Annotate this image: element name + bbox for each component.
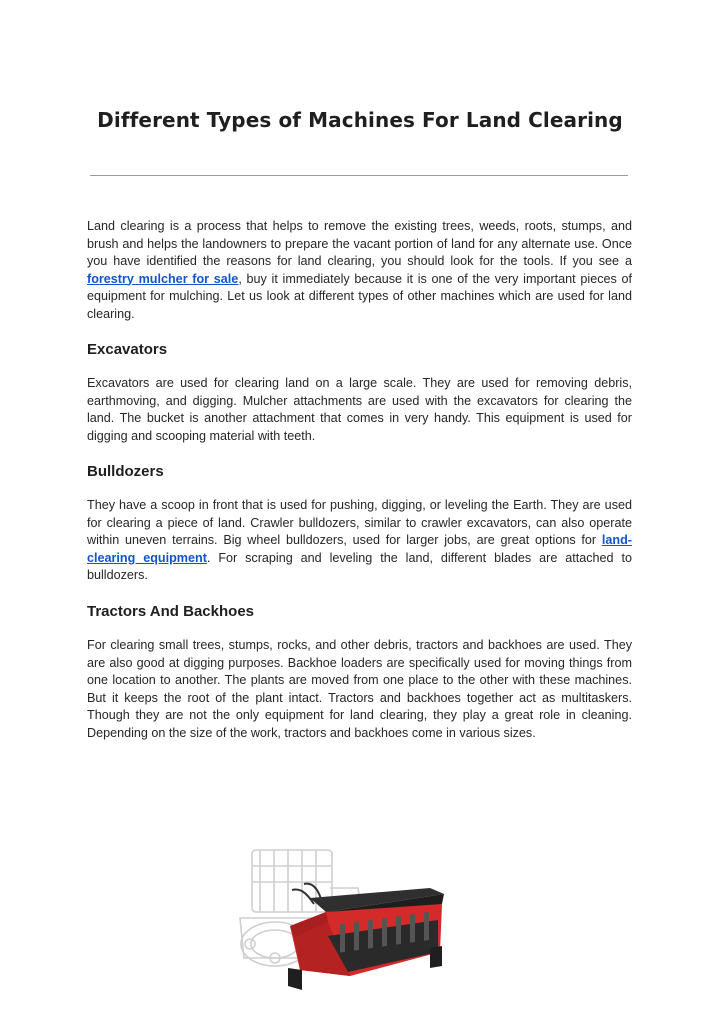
excavators-paragraph: Excavators are used for clearing land on a large scale. They are used for removing debris, earthmoving, and digging. Mulcher attachments are used with the excavators for clearing the land. The bucket is another attachment that comes in very handy. This equipment is used for digging and scooping material with teeth.	[87, 376, 632, 443]
intro-text-end: , buy it immediately because it is one of the very important pieces of equipment for mulching. Let us look at different types of other machines which are used for land clearing.	[87, 271, 633, 321]
tractors-heading: Tractors And Backhoes	[87, 603, 254, 620]
bulldozers-paragraph	[87, 497, 632, 585]
intro-paragraph	[87, 218, 632, 323]
page-title: Different Types of Machines For Land Clearing	[97, 108, 623, 132]
forestry-mulcher-image	[230, 848, 450, 998]
forestry-mulcher-link[interactable]: forestry mulcher for sale	[87, 271, 239, 286]
excavators-heading: Excavators	[87, 341, 168, 358]
bulldozers-text-end: . For scraping and leveling the land, different blades are attached to bulldozers.	[87, 550, 632, 582]
bulldozers-heading: Bulldozers	[87, 463, 164, 480]
intro-text-start: Land clearing is a process that helps to remove the existing trees, weeds, roots, stumps, and brush and helps the landowners to prepare the vacant portion of land for any alternate use. Once you have identified the reasons for land clearing, you should look for the tools. If you see a	[87, 219, 632, 268]
land-clearing-equipment-link[interactable]: land-clearing equipment	[87, 533, 632, 565]
title-divider	[90, 175, 628, 176]
tractors-paragraph: For clearing small trees, stumps, rocks, and other debris, tractors and backhoes are used. They are also good at digging purposes. Backhoe loaders are specifically used for moving things from one location to another. The plants are moved from one place to the other with these machines. But it keeps the root of the plant intact. Tractors and backhoes together act as multitaskers. Though they are not the only equipment for land clearing, they play a great role in cleaning. Depending on the size of the work, tractors and backhoes come in various sizes.	[87, 638, 632, 740]
bulldozers-text-start: They have a scoop in front that is used for pushing, digging, or leveling the Earth. They are used for clearing a piece of land. Crawler bulldozers, similar to crawler excavators, can also operate within uneven terrains. Big wheel bulldozers, used for larger jobs, are great options for	[87, 498, 632, 547]
